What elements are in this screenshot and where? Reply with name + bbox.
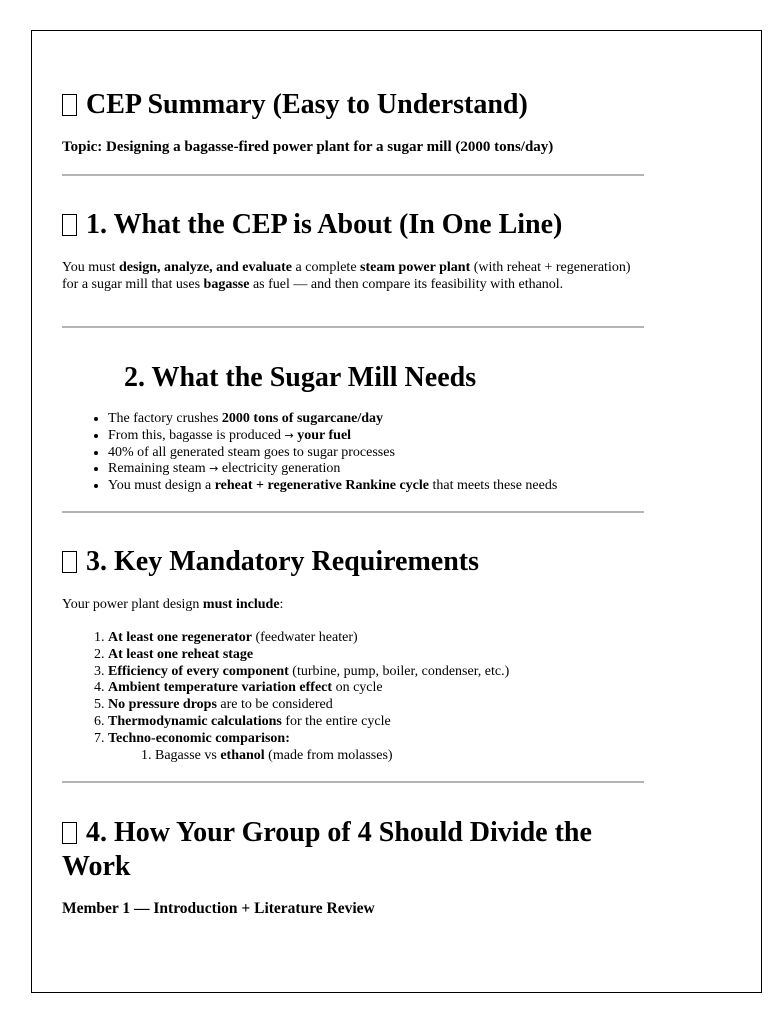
- list-item: • From this, bagasse is produced → your fuel: [108, 428, 690, 445]
- divider: [62, 511, 644, 513]
- missing-glyph-icon: [62, 94, 77, 116]
- list-item: • Remaining steam → electricity generation: [108, 461, 690, 478]
- needs-list: [62, 411, 690, 495]
- list-item: • You must design a reheat + regenerative Rankine cycle that meets these needs: [108, 478, 690, 495]
- section-3-heading: 3. Key Mandatory Requirements: [62, 545, 644, 579]
- list-item: 3. Efficiency of every component (turbine, pump, boiler, condenser, etc.): [108, 664, 690, 681]
- requirements-intro: Your power plant design must include:: [62, 597, 284, 612]
- section-1-heading: 1. What the CEP is About (In One Line): [62, 208, 644, 242]
- section-4-heading: 4. How Your Group of 4 Should Divide the Work: [62, 817, 592, 882]
- topic-line: Topic: Designing a bagasse-fired power plant for a sugar mill (2000 tons/day): [62, 139, 554, 155]
- requirements-list: [62, 630, 690, 764]
- divider: [62, 174, 644, 176]
- list-item: 1. At least one regenerator (feedwater heater): [108, 630, 690, 647]
- list-item: 7. Techno-economic comparison: 1. Bagasse vs ethanol (made from molasses): [108, 731, 690, 765]
- missing-glyph-icon: [62, 214, 77, 236]
- list-item: 2. At least one reheat stage: [108, 647, 690, 664]
- section-1-body: You must design, analyze, and evaluate a complete steam power plant (with reheat + regeneration) for a sugar mill that uses bagasse as fuel — and then compare its feasibility with ethanol.: [62, 260, 631, 292]
- list-item: • The factory crushes 2000 tons of sugarcane/day: [108, 411, 690, 428]
- sub-list: [108, 748, 690, 765]
- list-item: 5. No pressure drops are to be considered: [108, 697, 690, 714]
- section-2-heading: 2. What the Sugar Mill Needs: [124, 362, 477, 393]
- page-title: CEP Summary (Easy to Understand): [62, 88, 644, 122]
- member-1-line: Member 1 — Introduction + Literature Review: [62, 900, 375, 917]
- list-item: • 40% of all generated steam goes to sugar processes: [108, 445, 690, 462]
- missing-glyph-icon: [62, 551, 77, 573]
- divider: [62, 326, 644, 328]
- missing-glyph-icon: [62, 822, 77, 844]
- divider: [62, 781, 644, 783]
- list-item: 6. Thermodynamic calculations for the entire cycle: [108, 714, 690, 731]
- sub-list-item: 1. Bagasse vs ethanol (made from molasses): [155, 748, 690, 765]
- list-item: 4. Ambient temperature variation effect on cycle: [108, 680, 690, 697]
